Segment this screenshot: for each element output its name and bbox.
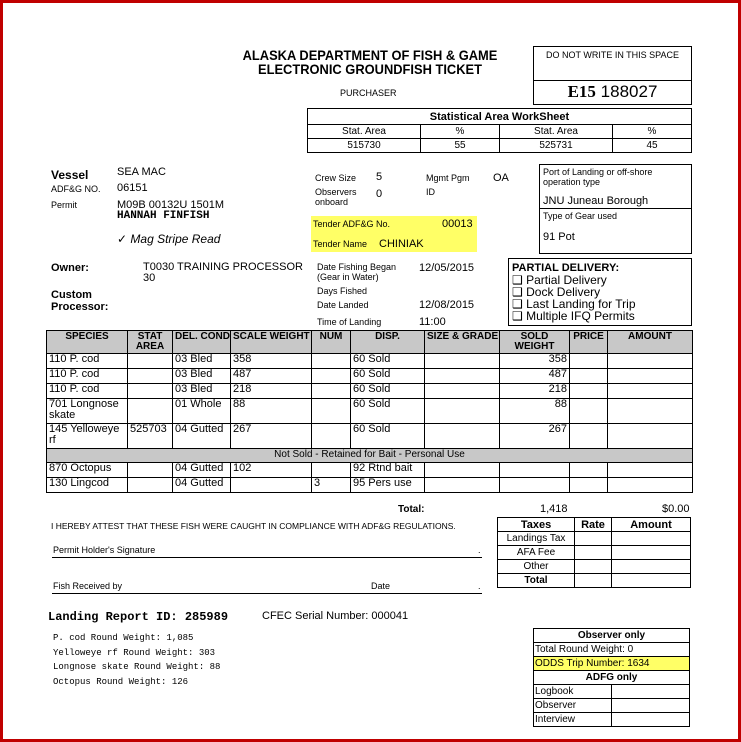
tender-name-value: CHINIAK xyxy=(379,238,424,250)
species-cell: 218 xyxy=(500,384,570,399)
date-began-label: Date Fishing Began (Gear in Water) xyxy=(317,262,397,282)
permit-holder-name: HANNAH FINFISH xyxy=(117,210,210,222)
species-cell xyxy=(500,478,570,493)
tax-row-other: Other xyxy=(498,560,691,574)
species-cell: 04 Gutted xyxy=(173,478,231,493)
not-sold-separator xyxy=(47,449,693,463)
species-cell: 102 xyxy=(231,463,312,478)
date-landed-label: Date Landed xyxy=(317,300,369,310)
col-num: NUM xyxy=(312,331,351,354)
crew-size-value: 5 xyxy=(376,171,383,183)
days-fished-label: Days Fished xyxy=(317,286,368,296)
gear-section xyxy=(540,209,691,243)
signature-dot: . xyxy=(478,545,481,555)
worksheet-header-pct-1: % xyxy=(421,125,500,139)
do-not-write-label: DO NOT WRITE IN THIS SPACE xyxy=(534,47,691,81)
species-cell: 145 Yelloweye rf xyxy=(47,424,128,449)
last-landing-option[interactable]: ❑ Last Landing for Trip xyxy=(512,297,636,311)
received-line[interactable] xyxy=(52,592,482,594)
species-cell xyxy=(312,354,351,369)
col-scale-weight: SCALE WEIGHT xyxy=(231,331,312,354)
species-cell: 267 xyxy=(500,424,570,449)
dock-delivery-option[interactable]: ❑ Dock Delivery xyxy=(512,285,601,299)
received-dot: . xyxy=(478,581,481,591)
worksheet-header-stat-area-2: Stat. Area xyxy=(500,125,613,139)
species-cell: 01 Whole xyxy=(173,399,231,424)
multiple-ifq-option[interactable]: ❑ Multiple IFQ Permits xyxy=(512,309,635,323)
species-cell: 267 xyxy=(231,424,312,449)
species-cell: 110 P. cod xyxy=(47,354,128,369)
species-cell xyxy=(425,478,500,493)
mgmt-pgm-label: Mgmt Pgm xyxy=(426,173,470,183)
round-weight-octopus: Octopus Round Weight: 126 xyxy=(53,676,189,687)
sold-rows xyxy=(47,354,693,449)
species-cell: 60 Sold xyxy=(351,354,425,369)
worksheet-stat-area-1: 515730 xyxy=(308,139,421,153)
title-line-1: ALASKA DEPARTMENT OF FISH & GAME xyxy=(242,47,498,63)
owner-value: T0030 TRAINING PROCESSOR 30 xyxy=(143,261,303,284)
mag-stripe-read xyxy=(117,232,220,246)
species-cell xyxy=(570,399,608,424)
species-cell: 701 Longnose skate xyxy=(47,399,128,424)
species-cell xyxy=(312,369,351,384)
cfec-serial-number: CFEC Serial Number: 000041 xyxy=(262,610,409,622)
worksheet-stat-area-2: 525731 xyxy=(500,139,613,153)
species-cell: 130 Lingcod xyxy=(47,478,128,493)
worksheet-header-stat-area-1: Stat. Area xyxy=(308,125,421,139)
tax-row-afa: AFA Fee xyxy=(498,546,691,560)
species-cell: 03 Bled xyxy=(173,384,231,399)
round-weight-yelloweye: Yelloweye rf Round Weight: 303 xyxy=(53,647,216,658)
species-cell: 88 xyxy=(231,399,312,424)
species-cell: 110 P. cod xyxy=(47,384,128,399)
gear-label: Type of Gear used xyxy=(543,211,618,221)
odds-trip-number: ODDS Trip Number: 1634 xyxy=(534,657,690,671)
col-species: SPECIES xyxy=(47,331,128,354)
total-weight: 1,418 xyxy=(540,503,568,515)
title-line-2: ELECTRONIC GROUNDFISH TICKET xyxy=(258,61,482,77)
permit-holder-signature-label: Permit Holder's Signature xyxy=(53,545,156,555)
vessel-value: SEA MAC xyxy=(117,166,166,178)
unsold-rows xyxy=(47,463,693,493)
port-gear-box xyxy=(539,164,692,254)
date-label: Date xyxy=(371,581,391,591)
species-row xyxy=(47,399,693,424)
species-row xyxy=(47,354,693,369)
species-cell xyxy=(128,369,173,384)
species-cell xyxy=(570,369,608,384)
signature-line[interactable] xyxy=(52,556,482,558)
round-weight-longnose: Longnose skate Round Weight: 88 xyxy=(53,662,221,672)
col-price: PRICE xyxy=(570,331,608,354)
permit-label: Permit xyxy=(51,200,78,210)
species-cell xyxy=(128,384,173,399)
date-landed-value: 12/08/2015 xyxy=(419,299,475,311)
checkbox-icon[interactable]: ❑ xyxy=(512,285,523,299)
port-section xyxy=(540,165,691,209)
observers-value: 0 xyxy=(376,188,383,200)
custom-processor-label: Custom Processor: xyxy=(51,289,109,313)
id-label: ID xyxy=(426,187,435,197)
species-cell xyxy=(425,463,500,478)
purchaser-label: PURCHASER xyxy=(340,88,397,98)
worksheet-header-pct-2: % xyxy=(613,125,692,139)
col-stat-area: STAT AREA xyxy=(128,331,173,354)
species-cell xyxy=(570,384,608,399)
attest-statement: I HEREBY ATTEST THAT THESE FISH WERE CAUGHT IN COMPLIANCE WITH ADF&G REGULATIONS. xyxy=(51,521,456,531)
species-cell: 60 Sold xyxy=(351,399,425,424)
species-cell: 487 xyxy=(500,369,570,384)
col-amount: AMOUNT xyxy=(608,331,693,354)
col-sold-weight: SOLD WEIGHT xyxy=(500,331,570,354)
adfg-row-interview: Interview xyxy=(534,713,690,727)
species-cell xyxy=(128,478,173,493)
species-cell xyxy=(312,463,351,478)
observers-label: Observers onboard xyxy=(315,187,357,207)
mag-stripe-label: Mag Stripe Read xyxy=(130,232,221,246)
species-cell xyxy=(608,424,693,449)
species-cell: 110 P. cod xyxy=(47,369,128,384)
species-cell xyxy=(128,354,173,369)
species-cell xyxy=(570,424,608,449)
total-round-weight: Total Round Weight: 0 xyxy=(534,643,690,657)
species-cell xyxy=(608,399,693,424)
date-began-value: 12/05/2015 xyxy=(419,262,475,274)
checkbox-icon[interactable]: ❑ xyxy=(512,297,523,311)
owner-label: Owner: xyxy=(51,262,89,274)
col-disp: DISP. xyxy=(351,331,425,354)
taxes-table xyxy=(497,517,691,588)
species-cell: 03 Bled xyxy=(173,354,231,369)
do-not-write-box xyxy=(533,46,692,105)
species-cell xyxy=(312,424,351,449)
port-value: JNU Juneau Borough xyxy=(543,195,649,207)
species-cell xyxy=(425,424,500,449)
species-cell xyxy=(608,354,693,369)
stat-area-worksheet xyxy=(307,108,692,153)
species-cell xyxy=(128,463,173,478)
partial-delivery-option[interactable]: ❑ Partial Delivery xyxy=(512,273,607,287)
species-row xyxy=(47,384,693,399)
species-cell: 04 Gutted xyxy=(173,463,231,478)
tax-row-landings: Landings Tax xyxy=(498,532,691,546)
worksheet-pct-1: 55 xyxy=(421,139,500,153)
amount-header: Amount xyxy=(612,518,691,532)
species-cell: 60 Sold xyxy=(351,424,425,449)
species-cell xyxy=(312,384,351,399)
taxes-header: Taxes xyxy=(498,518,575,532)
species-cell: 358 xyxy=(231,354,312,369)
ticket-prefix: E15 xyxy=(567,82,596,101)
species-cell: 487 xyxy=(231,369,312,384)
checkmark-icon: ✓ xyxy=(117,232,128,246)
species-cell: 95 Pers use xyxy=(351,478,425,493)
time-landing-label: Time of Landing xyxy=(317,317,382,327)
species-cell: 60 Sold xyxy=(351,384,425,399)
checkbox-icon[interactable]: ❑ xyxy=(512,273,523,287)
species-cell xyxy=(425,354,500,369)
species-cell xyxy=(500,463,570,478)
species-cell xyxy=(608,463,693,478)
species-cell xyxy=(128,399,173,424)
species-cell: 870 Octopus xyxy=(47,463,128,478)
permit-value: M09B 00132U 1501M xyxy=(117,199,225,211)
col-size-grade: SIZE & GRADE xyxy=(425,331,500,354)
adfg-only-title: ADFG only xyxy=(534,671,690,685)
crew-size-label: Crew Size xyxy=(315,173,357,183)
not-sold-label: Not Sold - Retained for Bait - Personal Use xyxy=(47,449,693,463)
total-label: Total: xyxy=(398,504,425,515)
species-row xyxy=(47,463,693,478)
tender-no-value: 00013 xyxy=(442,218,473,230)
observer-only-title: Observer only xyxy=(534,629,690,643)
species-cell: 92 Rtnd bait xyxy=(351,463,425,478)
adfg-row-logbook: Logbook xyxy=(534,685,690,699)
partial-delivery-title: PARTIAL DELIVERY: xyxy=(512,262,620,274)
port-label: Port of Landing or off-shore operation type xyxy=(543,167,653,187)
ticket-number-value: 188027 xyxy=(600,82,658,101)
checkbox-icon[interactable]: ❑ xyxy=(512,309,523,323)
species-row xyxy=(47,424,693,449)
time-landing-value: 11:00 xyxy=(419,316,446,328)
species-table xyxy=(46,330,693,493)
rate-header: Rate xyxy=(575,518,612,532)
species-cell xyxy=(608,369,693,384)
species-cell: 60 Sold xyxy=(351,369,425,384)
round-weights xyxy=(53,631,220,689)
species-cell xyxy=(570,463,608,478)
tender-no-label: Tender ADF&G No. xyxy=(313,219,391,229)
species-cell: 218 xyxy=(231,384,312,399)
species-table-header xyxy=(47,331,693,354)
species-cell xyxy=(570,478,608,493)
col-del-cond: DEL. COND xyxy=(173,331,231,354)
ticket-number xyxy=(534,81,691,103)
mgmt-pgm-value: OA xyxy=(493,172,509,184)
species-cell: 3 xyxy=(312,478,351,493)
species-cell: 03 Bled xyxy=(173,369,231,384)
landing-report-id: Landing Report ID: 285989 xyxy=(48,610,229,624)
vessel-label: Vessel xyxy=(51,168,89,182)
species-cell xyxy=(608,478,693,493)
species-cell xyxy=(570,354,608,369)
gear-value: 91 Pot xyxy=(543,231,575,243)
tender-highlight xyxy=(311,216,477,252)
species-cell xyxy=(425,384,500,399)
round-weight-pcod: P. cod Round Weight: 1,085 xyxy=(53,633,194,643)
partial-delivery-box xyxy=(508,258,692,326)
total-amount: $0.00 xyxy=(662,503,690,515)
species-cell: 04 Gutted xyxy=(173,424,231,449)
adfg-label: ADF&G NO. xyxy=(51,184,101,194)
adfg-row-observer: Observer xyxy=(534,699,690,713)
species-cell: 358 xyxy=(500,354,570,369)
worksheet-pct-2: 45 xyxy=(613,139,692,153)
species-cell xyxy=(231,478,312,493)
species-cell xyxy=(312,399,351,424)
tender-name-label: Tender Name xyxy=(313,239,368,249)
species-cell xyxy=(425,369,500,384)
species-row xyxy=(47,478,693,493)
species-cell: 525703 xyxy=(128,424,173,449)
species-cell xyxy=(425,399,500,424)
adfg-value: 06151 xyxy=(117,182,148,194)
species-cell: 88 xyxy=(500,399,570,424)
species-row xyxy=(47,369,693,384)
tax-row-total: Total xyxy=(498,574,691,588)
observer-table xyxy=(533,628,690,727)
worksheet-title: Statistical Area WorkSheet xyxy=(308,109,692,125)
fish-received-label: Fish Received by xyxy=(53,581,123,591)
species-cell xyxy=(608,384,693,399)
document-title xyxy=(225,48,515,76)
